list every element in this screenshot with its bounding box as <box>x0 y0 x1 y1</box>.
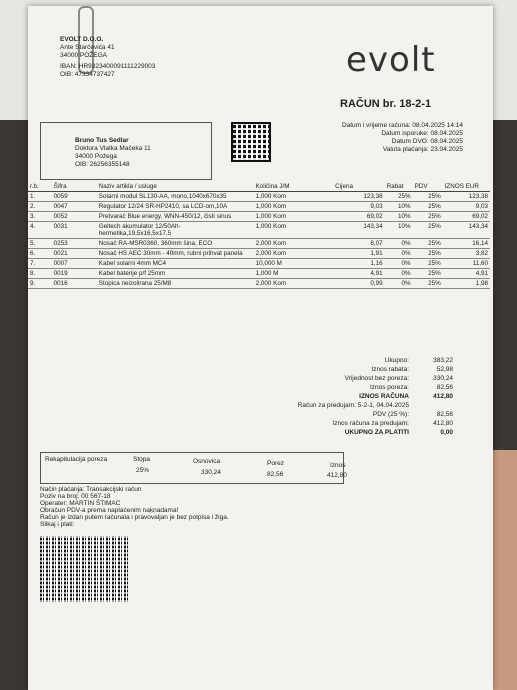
table-cell: 8. <box>28 269 52 279</box>
total-label: Ukupno: <box>384 357 409 364</box>
total-row <box>258 401 453 410</box>
total-label: Račun za predujam: 5-2-1, 04.04.2025 <box>297 402 409 409</box>
table-row <box>28 249 490 259</box>
table-cell: Solarni modul SL130-AA, mono,1040x670x35 <box>97 192 254 202</box>
table-cell: 25% <box>413 279 443 289</box>
table-cell: Stopica neizolirana 25/M8 <box>97 279 254 289</box>
table-cell: 3. <box>28 212 52 222</box>
total-value: 0,00 <box>440 429 453 436</box>
table-cell: 10% <box>385 222 413 239</box>
tax-recap-box <box>40 452 347 484</box>
date-value: 08.04.2025 <box>430 138 463 145</box>
table-cell: 1. <box>28 192 52 202</box>
col-pdv: PDV <box>413 182 443 192</box>
vat-note: Obračun PDV-a prema naplaćenim naknadama! <box>40 507 179 514</box>
total-row <box>258 374 453 383</box>
seller-city: 34000 POŽEGA <box>60 52 107 59</box>
seller-name: EVOLT D.O.O. <box>60 36 104 43</box>
table-row <box>28 212 490 222</box>
table-cell: 8,07 <box>333 239 385 249</box>
table-cell: 1,000 Kom <box>254 212 334 222</box>
table-cell: 0019 <box>52 269 97 279</box>
notes-block <box>40 486 229 528</box>
col-sifra: Šifra <box>52 182 97 192</box>
payment-method: Način plaćanja: Transakcijski račun <box>40 486 142 493</box>
col-iznos: IZNOS EUR <box>443 182 490 192</box>
table-cell: 16,14 <box>443 239 490 249</box>
total-row <box>258 356 453 365</box>
recap-porez: 82,56 <box>267 471 284 478</box>
table-cell: 2,000 Kom <box>254 239 334 249</box>
table-cell: 4,91 <box>443 269 490 279</box>
total-label: Iznos rabata: <box>371 366 409 373</box>
total-value: 82,56 <box>436 384 453 391</box>
recap-iznos: 412,80 <box>327 472 347 479</box>
qr-code-overlay <box>233 124 269 160</box>
total-row <box>258 410 453 419</box>
total-value: 412,80 <box>433 393 453 400</box>
date-row <box>283 138 463 145</box>
invoice-paper <box>28 6 493 690</box>
invoice-title: RAČUN br. 18-2-1 <box>340 98 432 110</box>
totals-block <box>258 356 453 437</box>
table-cell: 0052 <box>52 212 97 222</box>
recap-stopa-label: Stopa <box>133 456 150 463</box>
total-value: 52,98 <box>436 366 453 373</box>
dates-block <box>283 122 463 153</box>
table-cell: 0% <box>385 259 413 269</box>
table-cell: Nosač RA-MSR0360, 360mm šina, ECO <box>97 239 254 249</box>
date-value: 08.04.2025 <box>430 130 463 137</box>
recap-iznos-label: Iznos <box>330 462 346 469</box>
total-label: PDV (25 %): <box>372 411 409 418</box>
buyer-name: Bruno Tus Sedlar <box>75 137 129 144</box>
reference-number: Poziv na broj: 00 567-18 <box>40 493 111 500</box>
recap-porez-label: Porez <box>267 460 284 467</box>
table-cell: 0007 <box>52 259 97 269</box>
table-cell: Kabel baterije p/f 25mm <box>97 269 254 279</box>
table-cell: 143,34 <box>443 222 490 239</box>
table-cell: 4. <box>28 222 52 239</box>
table-cell: 5. <box>28 239 52 249</box>
table-cell: 0047 <box>52 202 97 212</box>
table-cell: Nosač HS AEC 30mm - 40mm, rubni prihvat panela <box>97 249 254 259</box>
date-row <box>283 146 463 153</box>
table-row <box>28 202 490 212</box>
table-cell: 1,000 Kom <box>254 202 334 212</box>
total-label: Vrijednost bez poreza: <box>344 375 409 382</box>
recap-osnovica-label: Osnovica <box>193 458 221 465</box>
table-cell: 11,60 <box>443 259 490 269</box>
table-cell: 0253 <box>52 239 97 249</box>
total-label: IZNOS RAČUNA <box>359 393 409 400</box>
seller-iban: IBAN: HR9323400091111229003 <box>60 63 156 70</box>
table-cell: 69,02 <box>333 212 385 222</box>
table-row <box>28 239 490 249</box>
total-row <box>258 383 453 392</box>
operator: Operater: MARTIN ŠTIMAC <box>40 500 121 507</box>
table-row <box>28 279 490 289</box>
table-cell: 25% <box>413 202 443 212</box>
table-row <box>28 222 490 239</box>
total-row <box>258 428 453 437</box>
table-cell: Regulator 12/24 SR-HP2410, sa LCD-om,10A <box>97 202 254 212</box>
table-cell: 123,38 <box>333 192 385 202</box>
recap-stopa: 25% <box>136 467 150 474</box>
total-value: 330,24 <box>433 375 453 382</box>
recap-osnovica: 330,24 <box>201 469 221 476</box>
date-label: Datum DVO: <box>391 138 429 145</box>
table-header-row <box>28 182 490 192</box>
table-cell: 6. <box>28 249 52 259</box>
table-cell: 3,82 <box>443 249 490 259</box>
col-rb: r.b. <box>28 182 52 192</box>
col-cijena: Cijena <box>333 182 385 192</box>
buyer-oib: OIB: 26256355148 <box>75 161 130 168</box>
recap-title: Rekapitulacija poreza <box>45 456 108 463</box>
table-cell: 1,16 <box>333 259 385 269</box>
date-row <box>283 130 463 137</box>
table-cell: Geltech akumulator 12/50Ah-hermetika,19,5x16,5x17,5 <box>97 222 254 239</box>
buyer-city: 34000 Požega <box>75 153 117 160</box>
table-cell: 2,000 Kom <box>254 279 334 289</box>
table-cell: 25% <box>413 239 443 249</box>
table-cell: 0,99 <box>333 279 385 289</box>
date-value: 23.04.2025 <box>430 146 463 153</box>
table-cell: 1,000 M <box>254 269 334 279</box>
table-cell: 9,03 <box>333 202 385 212</box>
date-label: Datum isporuke: <box>381 130 429 137</box>
table-cell: 143,34 <box>333 222 385 239</box>
table-cell: 0% <box>385 239 413 249</box>
seller-street: Ante Starčevića 41 <box>60 44 115 51</box>
table-cell: 0% <box>385 279 413 289</box>
total-label: UKUPNO ZA PLATITI <box>344 429 409 436</box>
table-cell: 25% <box>413 192 443 202</box>
date-label: Valuta plaćanja: <box>382 146 429 153</box>
table-cell: 1,000 Kom <box>254 192 334 202</box>
table-cell: 9,03 <box>443 202 490 212</box>
buyer-box <box>40 122 212 180</box>
table-cell: 1,91 <box>333 249 385 259</box>
table-cell: 9. <box>28 279 52 289</box>
date-label: Datum i vrijeme računa: <box>341 122 411 129</box>
date-value: 08.04.2025 14:14 <box>412 122 463 129</box>
table-row <box>28 269 490 279</box>
table-cell: Pretvarač Blue energy, WNN-450/12, čisti sinus <box>97 212 254 222</box>
table-cell: 25% <box>385 192 413 202</box>
table-cell: 0021 <box>52 249 97 259</box>
table-cell: 0% <box>385 269 413 279</box>
total-value: 383,22 <box>433 357 453 364</box>
table-cell: 25% <box>413 249 443 259</box>
total-label: Iznos računa za predujam: <box>332 420 409 427</box>
table-row <box>28 259 490 269</box>
table-cell: 0059 <box>52 192 97 202</box>
scan-and-pay: Slikaj i plati: <box>40 521 75 528</box>
table-cell: 10% <box>385 202 413 212</box>
buyer-street: Doktora Vlatka Mačeka 11 <box>75 145 151 152</box>
table-cell: 2. <box>28 202 52 212</box>
table-cell: 25% <box>413 269 443 279</box>
date-row <box>283 122 463 129</box>
table-cell: 69,02 <box>443 212 490 222</box>
table-cell: 25% <box>413 222 443 239</box>
total-value: 82,56 <box>436 411 453 418</box>
table-cell: 2,000 Kom <box>254 249 334 259</box>
table-cell: 0031 <box>52 222 97 239</box>
total-row <box>258 419 453 428</box>
col-rabat: Rabat <box>385 182 413 192</box>
table-cell: 10% <box>385 212 413 222</box>
table-cell: 0016 <box>52 279 97 289</box>
table-cell: 0% <box>385 249 413 259</box>
table-cell: 123,38 <box>443 192 490 202</box>
items-table <box>28 182 490 289</box>
table-cell: 1,000 Kom <box>254 222 334 239</box>
table-cell: 4,91 <box>333 269 385 279</box>
table-cell: 7. <box>28 259 52 269</box>
col-naziv: Naziv artikla / usluge <box>97 182 254 192</box>
total-value <box>409 401 453 410</box>
total-row <box>258 365 453 374</box>
table-row <box>28 192 490 202</box>
evolt-logo: evolt <box>346 40 436 80</box>
payment-barcode-overlay <box>40 536 128 602</box>
table-cell: 25% <box>413 259 443 269</box>
total-row <box>258 392 453 401</box>
table-cell: Kabel solarni 4mm MC4 <box>97 259 254 269</box>
total-label: Iznos poreza: <box>369 384 409 391</box>
table-cell: 25% <box>413 212 443 222</box>
total-value: 412,80 <box>433 420 453 427</box>
validity-note: Račun je izdan putem računala i pravovaljan je bez potpisa i žiga. <box>40 514 229 521</box>
seller-oib: OIB: 47334737427 <box>60 71 115 78</box>
table-cell: 10,000 M <box>254 259 334 269</box>
table-cell: 1,98 <box>443 279 490 289</box>
col-kolicina: Količina J/M <box>254 182 334 192</box>
